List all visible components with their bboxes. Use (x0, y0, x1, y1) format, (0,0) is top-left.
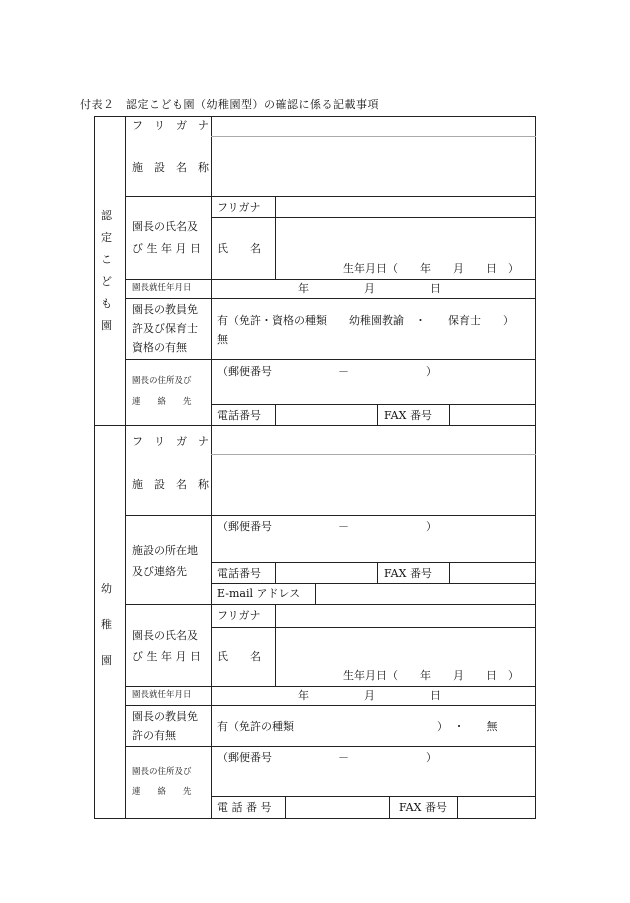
address-label: 園長の住所及び (132, 767, 192, 777)
col-line (449, 562, 450, 584)
license-label: 許の有無 (132, 729, 176, 742)
birthdate-field: 生年月日（ 年 月 日 ） (343, 262, 519, 275)
row-line (125, 746, 536, 747)
row-line (211, 583, 536, 584)
birthdate-field: 生年月日（ 年 月 日 ） (343, 669, 519, 682)
appointment-date-field: 年 月 日 (298, 282, 441, 295)
row-line (125, 686, 536, 687)
table-border-bottom (94, 818, 536, 819)
appointment-date-label: 園長就任年月日 (132, 283, 192, 293)
row-line (125, 196, 536, 197)
row-line (211, 627, 536, 628)
col-line (457, 796, 458, 819)
furigana-dotted-line (211, 454, 536, 455)
facility-postal-field: （郵便番号 － ） (217, 520, 437, 533)
col-line (315, 583, 316, 605)
row-line (211, 562, 536, 563)
fax-label: FAX 番号 (384, 409, 432, 422)
nintei-side-label: 認 定 こ ど も 園 (101, 209, 112, 332)
row-line (211, 404, 536, 405)
license-yes-option: 有（免許・資格の種類 幼稚園教諭 ・ 保育士 ） (217, 314, 514, 327)
row-line (125, 705, 536, 706)
row-line (125, 604, 536, 605)
row-line (125, 279, 536, 280)
col-line (275, 604, 276, 687)
col-line (377, 562, 378, 584)
col-line (275, 562, 276, 584)
facility-name-label: 施 設 名 称 (132, 161, 209, 174)
phone-label: 電話番号 (217, 409, 261, 422)
table-border-top (94, 116, 536, 117)
furigana-label: フ リ ガ ナ (132, 119, 209, 132)
row-line (125, 298, 536, 299)
email-label: E-mail アドレス (217, 587, 301, 600)
director-name-field-label: 氏 名 (217, 650, 261, 663)
director-name-field-label: 氏 名 (217, 242, 261, 255)
license-label: 資格の有無 (132, 341, 187, 354)
license-label: 許及び保育士 (132, 322, 198, 335)
facility-fax-label: FAX 番号 (384, 567, 432, 580)
director-name-label: び 生 年 月 日 (132, 650, 201, 663)
col-line (285, 796, 286, 819)
yochien-side-label: 幼 稚 園 (101, 582, 112, 667)
director-furigana-label: フリガナ (217, 201, 261, 214)
license-label: 園長の教員免 (132, 710, 198, 723)
address-label: 連 絡 先 (132, 397, 192, 407)
appointment-date-field: 年 月 日 (298, 689, 441, 702)
table-border-right (535, 116, 536, 819)
furigana-dotted-line (211, 136, 536, 137)
director-furigana-label: フリガナ (217, 609, 261, 622)
col-line (389, 796, 390, 819)
row-line (125, 359, 536, 360)
postal-code-field: （郵便番号 － ） (217, 751, 437, 764)
col-line (377, 404, 378, 426)
facility-address-label: 及び連絡先 (132, 565, 187, 578)
facility-name-label: 施 設 名 称 (132, 478, 209, 491)
director-name-label: び 生 年 月 日 (132, 242, 201, 255)
row-line (211, 796, 536, 797)
license-no-option: 無 (217, 333, 228, 346)
director-name-label: 園長の氏名及 (132, 220, 198, 233)
postal-code-field: （郵便番号 － ） (217, 365, 437, 378)
furigana-label: フ リ ガ ナ (132, 435, 209, 448)
label-column-line (211, 116, 212, 819)
row-line (211, 217, 536, 218)
row-line (125, 515, 536, 516)
form-title: 付表２ 認定こども園（幼稚園型）の確認に係る記載事項 (80, 98, 379, 111)
director-name-label: 園長の氏名及 (132, 629, 198, 642)
col-line (275, 196, 276, 280)
section-divider (94, 425, 536, 426)
appointment-date-label: 園長就任年月日 (132, 690, 192, 700)
facility-address-label: 施設の所在地 (132, 544, 198, 557)
license-label: 園長の教員免 (132, 303, 198, 316)
license-option-line: 有（免許の種類 ） ・ 無 (217, 720, 498, 733)
fax-label: FAX 番号 (399, 801, 447, 814)
address-label: 園長の住所及び (132, 376, 192, 386)
table-border-left (94, 116, 95, 819)
col-line (449, 404, 450, 426)
facility-phone-label: 電話番号 (217, 567, 261, 580)
col-line (275, 404, 276, 426)
side-column-line (125, 116, 126, 819)
address-label: 連 絡 先 (132, 787, 192, 797)
phone-label: 電 話 番 号 (217, 801, 272, 814)
